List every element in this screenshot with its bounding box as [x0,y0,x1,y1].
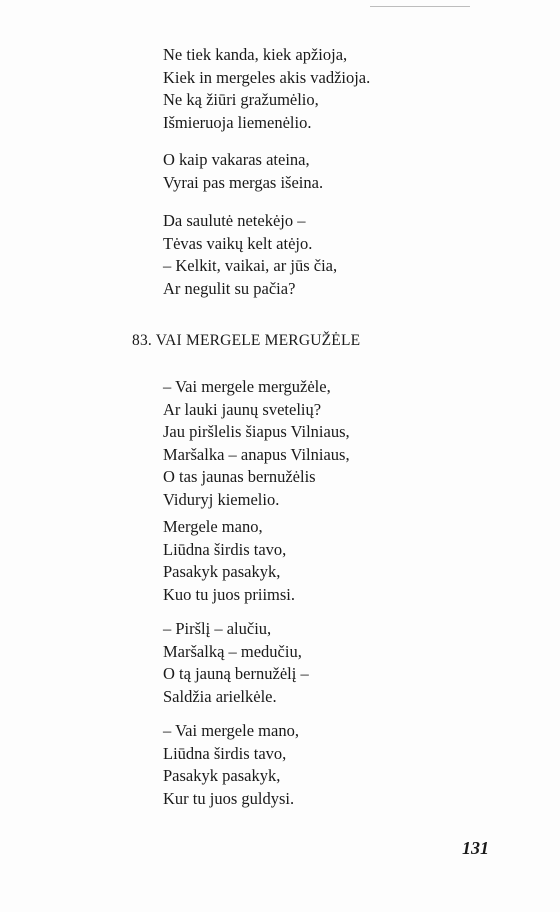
poem-stanza [163,516,295,606]
poem-stanza [163,149,323,194]
poem-line: Liūdna širdis tavo, [163,539,287,559]
page-number: 131 [462,838,489,858]
poem-line: Ne tiek kanda, kiek apžioja, [163,45,348,64]
poem-line: O tą jauną bernužėlį – [163,664,309,683]
poem-stanza [163,618,309,708]
poem-stanza [163,376,350,511]
poem-line: Saldžia arielkėle. [163,686,277,706]
poem-stanza [163,210,337,300]
poem-line: Liūdna širdis tavo, [163,743,287,763]
poem-line: Ne ką žiūri gražumėlio, [163,90,319,109]
poem-line: Da saulutė netekėjo – [163,211,306,230]
poem-line: Kiek in mergeles akis vadžioja. [163,67,371,87]
poem-line: Jau piršlelis šiapus Vilniaus, [163,422,350,441]
poem-line: Išmieruoja liemenėlio. [163,112,312,132]
poem-line: Ar negulit su pačia? [163,278,296,298]
poem-line: Vyrai pas mergas išeina. [163,172,324,192]
poem-line: Pasakyk pasakyk, [163,766,281,785]
top-rule [370,6,470,7]
poem-line: Viduryj kiemelio. [163,489,280,509]
poem-line: – Vai mergele mano, [163,721,299,740]
poem-line: Pasakyk pasakyk, [163,562,281,581]
poem-line: – Kelkit, vaikai, ar jūs čia, [163,256,338,275]
poem-line: – Vai mergele mergužėle, [163,377,331,396]
section-heading: 83. VAI MERGELE MERGUŽĖLE [132,332,361,349]
poem-line: O tas jaunas bernužėlis [163,467,316,486]
poem-line: O kaip vakaras ateina, [163,150,310,169]
poem-stanza [163,720,299,810]
poem-stanza [163,44,370,134]
poem-line: Kuo tu juos priimsi. [163,584,296,604]
poem-line: Kur tu juos guldysi. [163,788,295,808]
poem-line: Mergele mano, [163,517,263,536]
poem-line: Maršalka – anapus Vilniaus, [163,444,350,464]
poem-line: Ar lauki jaunų svetelių? [163,399,322,419]
poem-line: Maršalką – medučiu, [163,641,302,661]
poem-line: – Piršlį – alučiu, [163,619,272,638]
poem-line: Tėvas vaikų kelt atėjo. [163,233,313,253]
